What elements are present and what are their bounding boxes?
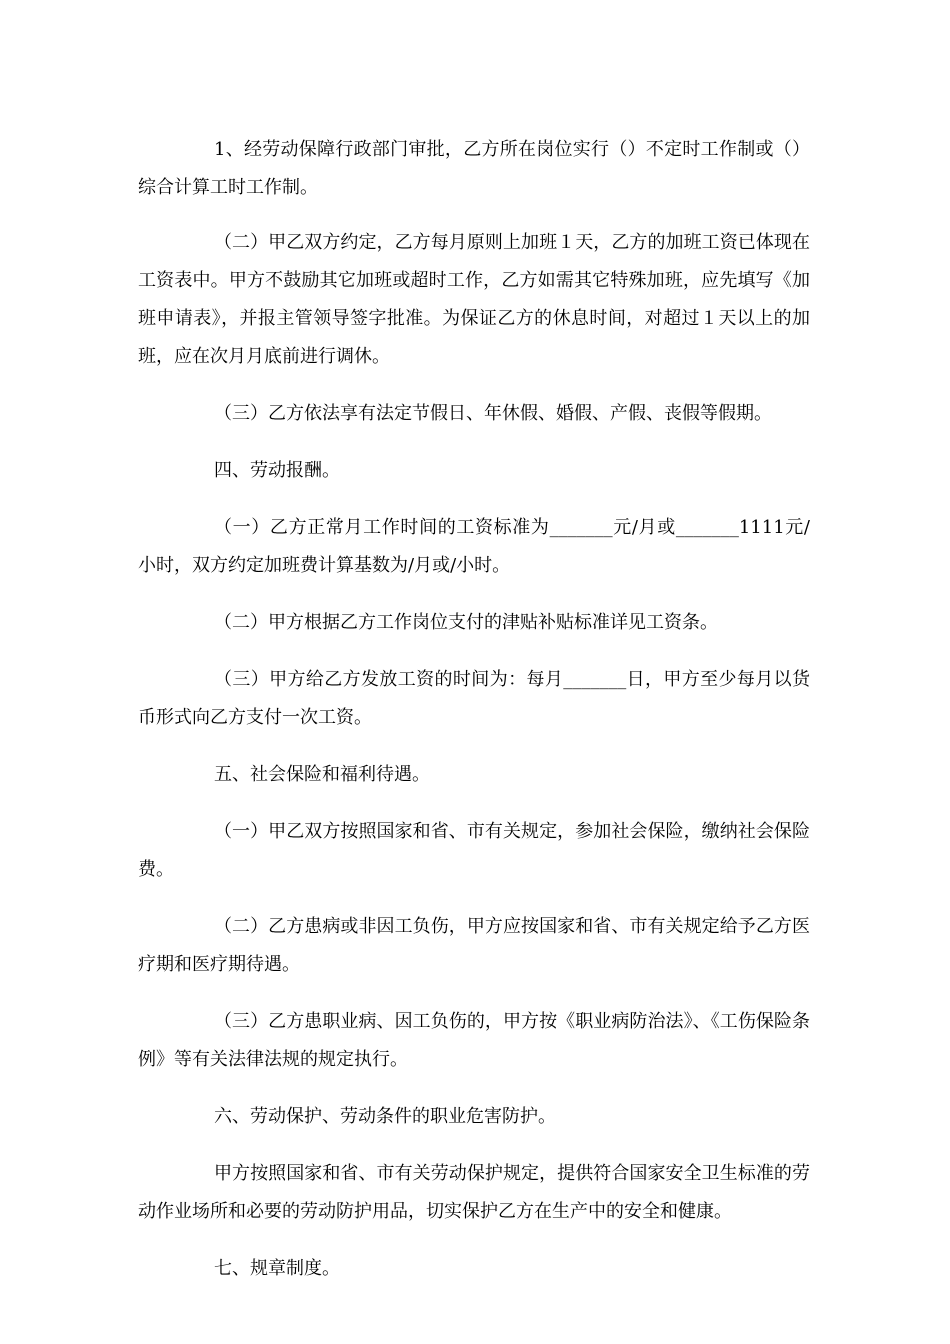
paragraph-labor-protection: 甲方按照国家和省、市有关劳动保护规定，提供符合国家安全卫生标准的劳动作业场所和必要的劳动防护用品，切实保护乙方在生产中的安全和健康。 (138, 1163, 810, 1222)
paragraph-holidays: （三）乙方依法享有法定节假日、年休假、婚假、产假、丧假等假期。 (214, 403, 772, 424)
document-page (138, 131, 810, 1288)
section-heading-social-insurance: 五、社会保险和福利待遇。 (214, 764, 430, 785)
paragraph-occupational-injury: （三）乙方患职业病、因工负伤的，甲方按《职业病防治法》、《工伤保险条例》等有关法律法规的规定执行。 (138, 1011, 810, 1070)
section-heading-remuneration: 四、劳动报酬。 (214, 460, 340, 481)
paragraph-sick-leave: （二）乙方患病或非因工负伤，甲方应按国家和省、市有关规定给予乙方医疗期和医疗期待遇。 (138, 916, 810, 975)
section-heading-labor-protection: 六、劳动保护、劳动条件的职业危害防护。 (214, 1106, 556, 1127)
section-heading-regulations: 七、规章制度。 (214, 1258, 340, 1279)
paragraph-wage-standard: （一）乙方正常月工作时间的工资标准为_______元/月或_______1111元/小时，双方约定加班费计算基数为/月或/小时。 (138, 517, 810, 576)
paragraph-insurance-participation: （一）甲乙双方按照国家和省、市有关规定，参加社会保险，缴纳社会保险费。 (138, 821, 810, 880)
paragraph-working-hours-approval: 1、经劳动保障行政部门审批，乙方所在岗位实行（）不定时工作制或（）综合计算工时工作制。 (138, 139, 810, 198)
paragraph-allowance: （二）甲方根据乙方工作岗位支付的津贴补贴标准详见工资条。 (214, 612, 718, 633)
paragraph-overtime-agreement: （二）甲乙双方约定，乙方每月原则上加班１天，乙方的加班工资已体现在工资表中。甲方不鼓励其它加班或超时工作，乙方如需其它特殊加班，应先填写《加班申请表》，并报主管领导签字批准。为保证乙方的休息时间，对超过１天以上的加班，应在次月月底前进行调休。 (138, 232, 810, 367)
paragraph-payment-date: （三）甲方给乙方发放工资的时间为：每月_______日，甲方至少每月以货币形式向乙方支付一次工资。 (138, 669, 810, 728)
